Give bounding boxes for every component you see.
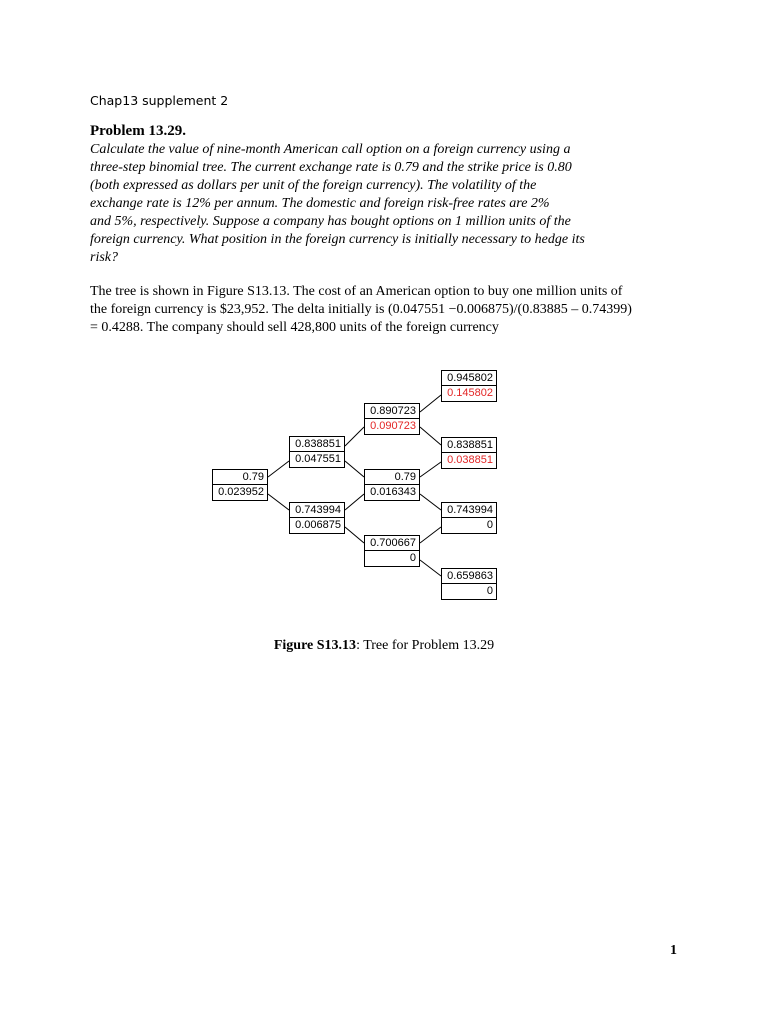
branch-line <box>420 494 441 510</box>
problem-line: risk? <box>90 250 118 265</box>
tree-node-u <box>289 436 345 468</box>
tree-node-uud <box>441 437 497 469</box>
figure-caption <box>0 638 768 654</box>
tree-node-root <box>212 469 268 501</box>
branch-line <box>420 395 441 412</box>
tree-node-udd <box>441 502 497 534</box>
node-value: 0.016343 <box>370 486 416 498</box>
tree-node-ddd <box>441 568 497 600</box>
branch-line <box>345 494 364 510</box>
branch-line <box>268 461 289 477</box>
problem-line: (both expressed as dollars per unit of the foreign currency). The volatility of the <box>90 178 537 193</box>
node-value: 0 <box>409 552 416 564</box>
problem-line: three-step binomial tree. The current exchange rate is 0.79 and the strike price is 0.80 <box>90 160 572 175</box>
node-rate: 0.838851 <box>290 437 344 452</box>
node-value: 0.006875 <box>295 519 341 531</box>
branch-line <box>345 461 364 477</box>
problem-title: Problem 13.29. <box>90 123 186 139</box>
problem-line: exchange rate is 12% per annum. The domestic and foreign risk-free rates are 2% <box>90 196 550 211</box>
node-rate: 0.743994 <box>442 503 496 518</box>
node-value-early-exercise: 0.145802 <box>447 387 493 399</box>
node-rate: 0.659863 <box>442 569 496 584</box>
problem-line: Calculate the value of nine-month American call option on a foreign currency using a <box>90 142 571 157</box>
document-header: Chap13 supplement 2 <box>90 93 229 108</box>
tree-node-d <box>289 502 345 534</box>
node-rate: 0.79 <box>213 470 267 485</box>
node-value-early-exercise: 0.038851 <box>447 454 493 466</box>
branch-line <box>420 462 441 477</box>
branch-line <box>268 494 289 510</box>
answer-line: = 0.4288. The company should sell 428,800 units of the foreign currency <box>90 320 499 335</box>
node-rate: 0.700667 <box>365 536 419 551</box>
problem-line: foreign currency. What position in the foreign currency is initially necessary to hedge its <box>90 232 585 247</box>
tree-node-uu <box>364 403 420 435</box>
tree-node-dd <box>364 535 420 567</box>
branch-line <box>420 427 441 445</box>
node-value-early-exercise: 0.090723 <box>370 420 416 432</box>
node-rate: 0.79 <box>365 470 419 485</box>
branch-line <box>420 527 441 543</box>
node-value: 0.023952 <box>218 486 264 498</box>
node-value: 0.047551 <box>295 453 341 465</box>
node-rate: 0.838851 <box>442 438 496 453</box>
node-rate: 0.743994 <box>290 503 344 518</box>
tree-node-uuu <box>441 370 497 402</box>
branch-line <box>345 527 364 543</box>
node-rate: 0.890723 <box>365 404 419 419</box>
tree-node-ud <box>364 469 420 501</box>
node-value: 0 <box>486 519 493 531</box>
page-number: 1 <box>670 943 677 958</box>
problem-line: and 5%, respectively. Suppose a company has bought options on 1 million units of the <box>90 214 571 229</box>
branch-line <box>420 560 441 576</box>
node-rate: 0.945802 <box>442 371 496 386</box>
caption-text: : Tree for Problem 13.29 <box>356 638 495 653</box>
answer-line: The tree is shown in Figure S13.13. The cost of an American option to buy one million units of <box>90 284 623 299</box>
answer-line: the foreign currency is $23,952. The delta initially is (0.047551 −0.006875)/(0.83885 – 0.74399) <box>90 302 632 317</box>
caption-label: Figure S13.13 <box>273 638 357 653</box>
branch-line <box>345 427 364 446</box>
node-value: 0 <box>486 585 493 597</box>
